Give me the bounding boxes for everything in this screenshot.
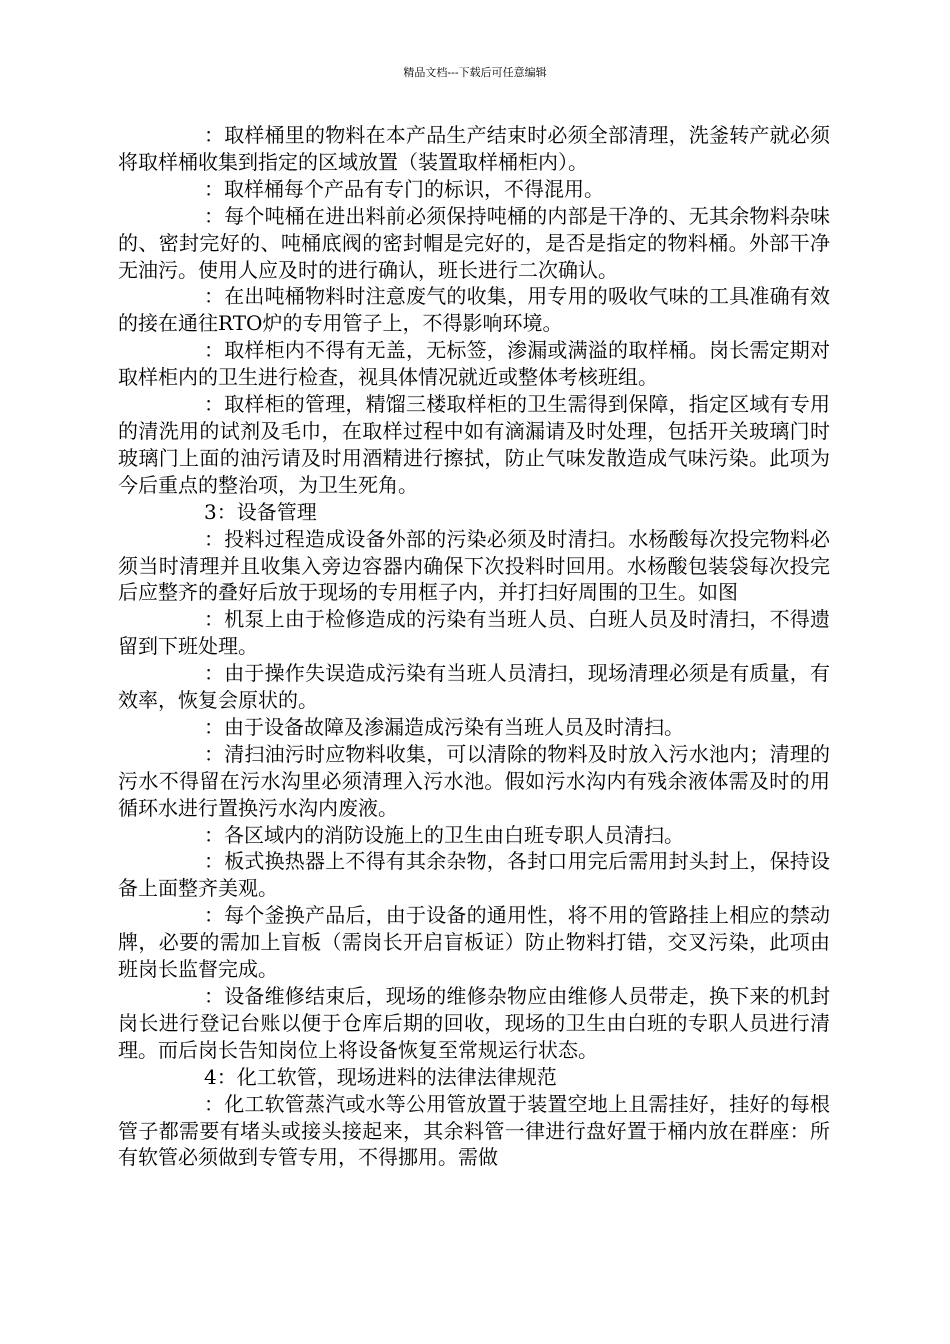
document-body	[118, 122, 830, 1171]
section-heading-equipment: 3：设备管理	[204, 499, 317, 524]
paragraph-waste-gas-collection: ：在出吨桶物料时注意废气的收集，用专用的吸收气味的工具准确有效的接在通往RTO炉的专用管子上，不得影响环境。	[118, 284, 830, 336]
paragraph-sample-cabinet-management: ：取样柜的管理，精馏三楼取样柜的卫生需得到保障，指定区域有专用的清洗用的试剂及毛巾，在取样过程中如有滴漏请及时处理，包括开关玻璃门时玻璃门上面的油污请及时用酒精进行擦拭，防止气味发散造成气味污染。此项为今后重点的整治项，为卫生死角。	[118, 392, 830, 497]
paragraph-feeding-pollution: ：投料过程造成设备外部的污染必须及时清扫。水杨酸每次投完物料必须当时清理并且收集入旁边容器内确保下次投料时回用。水杨酸包装袋每次投完后应整齐的叠好后放于现场的专用框子内，并打扫好周围的卫生。如图	[118, 526, 830, 605]
paragraph-operation-error: ：由于操作失误造成污染有当班人员清扫，现场清理必须是有质量，有效率，恢复会原状的。	[118, 661, 830, 713]
paragraph-pump-maintenance: ：机泵上由于检修造成的污染有当班人员、白班人员及时清扫，不得遗留到下班处理。	[118, 607, 830, 659]
section-heading-hoses: 4：化工软管，现场进料的法律法律规范	[204, 1064, 557, 1089]
paragraph-hose-storage: ：化工软管蒸汽或水等公用管放置于装置空地上且需挂好，挂好的每根管子都需要有堵头或接头接起来，其余料管一律进行盘好置于桶内放在群座：所有软管必须做到专管专用，不得挪用。需做	[118, 1091, 830, 1170]
paragraph-sample-cabinet-rules: ：取样柜内不得有无盖，无标签，渗漏或满溢的取样桶。岗长需定期对取样柜内的卫生进行检查，视具体情况就近或整体考核班组。	[118, 338, 830, 390]
paragraph-equipment-failure: ：由于设备故障及渗漏造成污染有当班人员及时清扫。	[204, 714, 684, 739]
paragraph-maintenance-completion: ：设备维修结束后，现场的维修杂物应由维修人员带走，换下来的机封岗长进行登记台账以便于仓库后期的回收，现场的卫生由白班的专职人员进行清理。而后岗长告知岗位上将设备恢复至常规运行状态。	[118, 984, 830, 1062]
paragraph-sample-bucket-label: ：取样桶每个产品有专门的标识，不得混用。	[204, 176, 604, 201]
paragraph-oil-cleanup: ：清扫油污时应物料收集，可以清除的物料及时放入污水池内；清理的污水不得留在污水沟里必须清理入污水池。假如污水沟内有残余液体需及时的用循环水进行置换污水沟内废液。	[118, 741, 830, 820]
paragraph-ton-bucket-check: ：每个吨桶在进出料前必须保持吨桶的内部是干净的、无其余物料杂味的、密封完好的、吨桶底阀的密封帽是完好的，是否是指定的物料桶。外部干净无油污。使用人应及时的进行确认，班长进行二次确认。	[118, 203, 830, 282]
paragraph-fire-facilities: ：各区域内的消防设施上的卫生由白班专职人员清扫。	[204, 822, 684, 847]
paragraph-product-changeover: ：每个釜换产品后，由于设备的通用性，将不用的管路挂上相应的禁动牌，必要的需加上盲板（需岗长开启盲板证）防止物料打错，交叉污染，此项由班岗长监督完成。	[118, 903, 830, 982]
page-header: 精品文档---下载后可任意编辑	[403, 66, 547, 79]
paragraph-heat-exchanger: ：板式换热器上不得有其余杂物，各封口用完后需用封头封上，保持设备上面整齐美观。	[118, 849, 830, 901]
paragraph-sample-bucket-cleanup: ：取样桶里的物料在本产品生产结束时必须全部清理，洗釜转产就必须将取样桶收集到指定的区域放置（装置取样桶柜内）。	[118, 123, 830, 174]
